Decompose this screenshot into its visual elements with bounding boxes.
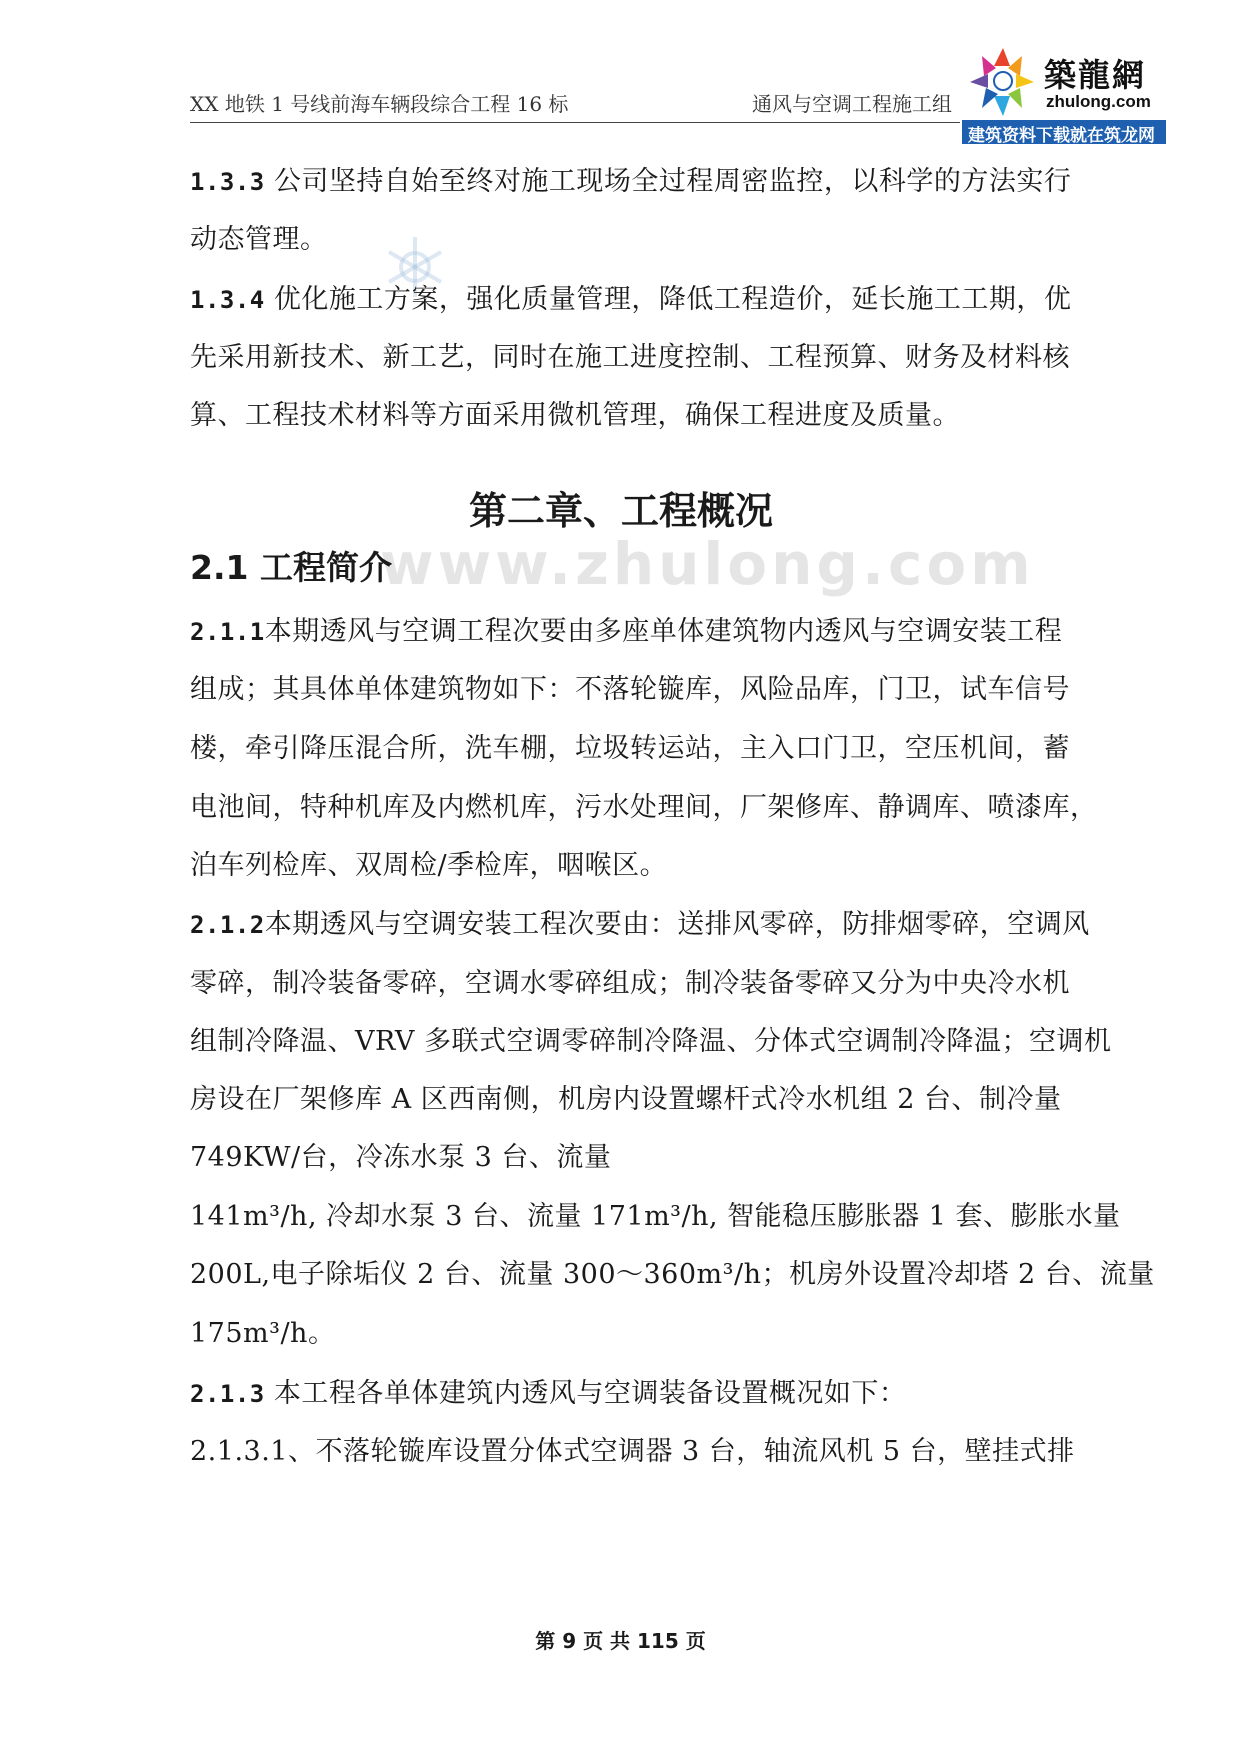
page-footer: 第 9 页 共 115 页: [535, 1629, 706, 1653]
paragraph-line: [190, 952, 1070, 1016]
paragraph-line: [190, 1243, 1155, 1307]
paragraph-line: [190, 1126, 611, 1190]
line-text: 本工程各单体建筑内透风与空调装备设置概况如下：: [264, 1378, 907, 1409]
line-text: 200L,电子除垢仪 2 台、流量 300～360m³/h；机房外设置冷却塔 2 台、流量: [190, 1259, 1155, 1290]
line-text: 175m³/h。: [190, 1318, 336, 1349]
line-text: 泊车列检库、双周检/季检库，咽喉区。: [190, 850, 668, 881]
paragraph-line: [190, 384, 960, 448]
paragraph-line: [190, 326, 1070, 390]
line-text: 组制冷降温、VRV 多联式空调零碎制冷降温、分体式空调制冷降温；空调机: [190, 1026, 1112, 1057]
line-text: 组成；其具体单体建筑物如下：不落轮镟库，风险品库，门卫，试车信号: [190, 674, 1070, 705]
logo-brand-cn: 築龍網: [1044, 56, 1147, 94]
paragraph-line: [190, 834, 667, 898]
paragraph-line: [190, 1185, 1121, 1249]
logo-slogan-bar: [962, 120, 1166, 144]
logo-top: [962, 44, 1166, 118]
logo-brand-en: zhulong.com: [1046, 92, 1151, 111]
header-document-title: 通风与空调工程施工组: [752, 92, 952, 116]
clause-number: 1.3.4: [190, 286, 265, 314]
paragraph-line: [190, 268, 1071, 332]
paragraph-line: [190, 1068, 1062, 1132]
line-text: 电池间，特种机库及内燃机库，污水处理间，厂架修库、静调库、喷漆库，: [190, 792, 1098, 823]
header-divider: [190, 122, 960, 123]
section-title: 2.1 工程简介: [190, 548, 392, 587]
line-text: 2.1.3.1、不落轮镟库设置分体式空调器 3 台，轴流风机 5 台，壁挂式排: [190, 1436, 1075, 1467]
line-text: 房设在厂架修库 A 区西南侧，机房内设置螺杆式冷水机组 2 台、制冷量: [190, 1084, 1062, 1115]
clause-number: 2.1.2: [190, 911, 265, 939]
line-text: 动态管理。: [190, 224, 328, 255]
page-header: [190, 88, 960, 122]
line-text: 本期透风与空调安装工程次要由：送排风零碎，防排烟零碎，空调风: [264, 909, 1090, 940]
line-text: 先采用新技术、新工艺，同时在施工进度控制、工程预算、财务及材料核: [190, 342, 1070, 373]
paragraph-line: [190, 600, 1062, 664]
paragraph-line: [190, 150, 1071, 214]
paragraph-line: [190, 1420, 1075, 1484]
paragraph-line: [190, 658, 1070, 722]
clause-number: 2.1.1: [190, 618, 265, 646]
paragraph-line: [190, 1302, 335, 1366]
line-text: 楼，牵引降压混合所，洗车棚，垃圾转运站，主入口门卫，空压机间，蓄: [190, 733, 1070, 764]
watermark-text: www.zhulong.com: [380, 530, 1035, 598]
paragraph-line: [190, 893, 1090, 957]
line-text: 算、工程技术材料等方面采用微机管理，确保工程进度及质量。: [190, 400, 960, 431]
paragraph-line: [190, 208, 328, 272]
chapter-title: 第二章、工程概况: [468, 489, 773, 533]
logo-mark-icon: [964, 44, 1042, 118]
clause-number: 2.1.3: [190, 1380, 265, 1408]
header-project-title: XX 地铁 1 号线前海车辆段综合工程 16 标: [190, 92, 569, 116]
paragraph-line: [190, 1362, 906, 1426]
zhulong-logo: [962, 44, 1166, 144]
line-text: 141m³/h, 冷却水泵 3 台、流量 171m³/h, 智能稳压膨胀器 1 套、膨胀水量: [190, 1201, 1121, 1232]
line-text: 零碎，制冷装备零碎，空调水零碎组成；制冷装备零碎又分为中央冷水机: [190, 968, 1070, 999]
paragraph-line: [190, 776, 1098, 840]
line-text: 749KW/台，冷冻水泵 3 台、流量: [190, 1142, 612, 1173]
line-text: 优化施工方案，强化质量管理，降低工程造价，延长施工工期，优: [264, 284, 1072, 315]
paragraph-line: [190, 1010, 1111, 1074]
line-text: 本期透风与空调工程次要由多座单体建筑物内透风与空调安装工程: [264, 616, 1063, 647]
logo-slogan: 建筑资料下载就在筑龙网: [968, 126, 1155, 146]
line-text: 公司坚持自始至终对施工现场全过程周密监控，以科学的方法实行: [264, 166, 1072, 197]
clause-number: 1.3.3: [190, 168, 265, 196]
paragraph-line: [190, 717, 1070, 781]
